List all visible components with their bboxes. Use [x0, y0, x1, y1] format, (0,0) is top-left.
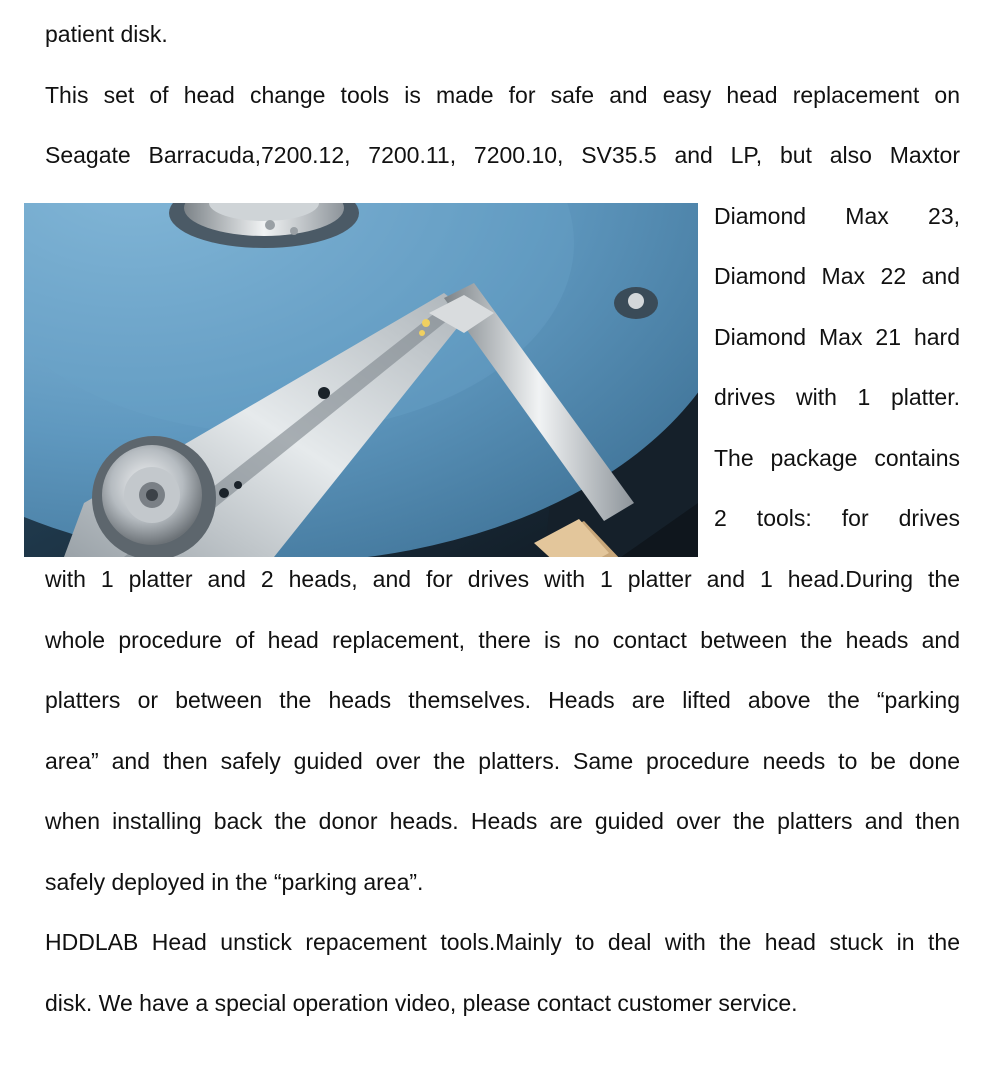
- paragraph-line: drives with 1 platter.: [714, 384, 960, 410]
- paragraph-line: This set of head change tools is made for safe and easy head replacement on: [45, 82, 960, 108]
- paragraph-line: Diamond Max 22 and: [714, 263, 960, 289]
- paragraph-line: with 1 platter and 2 heads, and for drives with 1 platter and 1 head.During the: [45, 566, 960, 592]
- paragraph-line: The package contains: [714, 445, 960, 471]
- paragraph-line: disk. We have a special operation video, please contact customer service.: [45, 990, 798, 1016]
- paragraph-line: whole procedure of head replacement, there is no contact between the heads and: [45, 627, 960, 653]
- hard-drive-head-tool-photo: [24, 203, 698, 557]
- paragraph-line: 2 tools: for drives: [714, 505, 960, 531]
- paragraph-line: platters or between the heads themselves. Heads are lifted above the “parking: [45, 687, 960, 713]
- paragraph-line: Diamond Max 23,: [714, 203, 960, 229]
- paragraph-line: area” and then safely guided over the platters. Same procedure needs to be done: [45, 748, 960, 774]
- paragraph-line: Diamond Max 21 hard: [714, 324, 960, 350]
- paragraph-line: Seagate Barracuda,7200.12, 7200.11, 7200.10, SV35.5 and LP, but also Maxtor: [45, 142, 960, 168]
- paragraph-line: HDDLAB Head unstick repacement tools.Mainly to deal with the head stuck in the: [45, 929, 960, 955]
- paragraph-line: safely deployed in the “parking area”.: [45, 869, 424, 895]
- paragraph-line: when installing back the donor heads. Heads are guided over the platters and then: [45, 808, 960, 834]
- paragraph-line: patient disk.: [45, 21, 168, 47]
